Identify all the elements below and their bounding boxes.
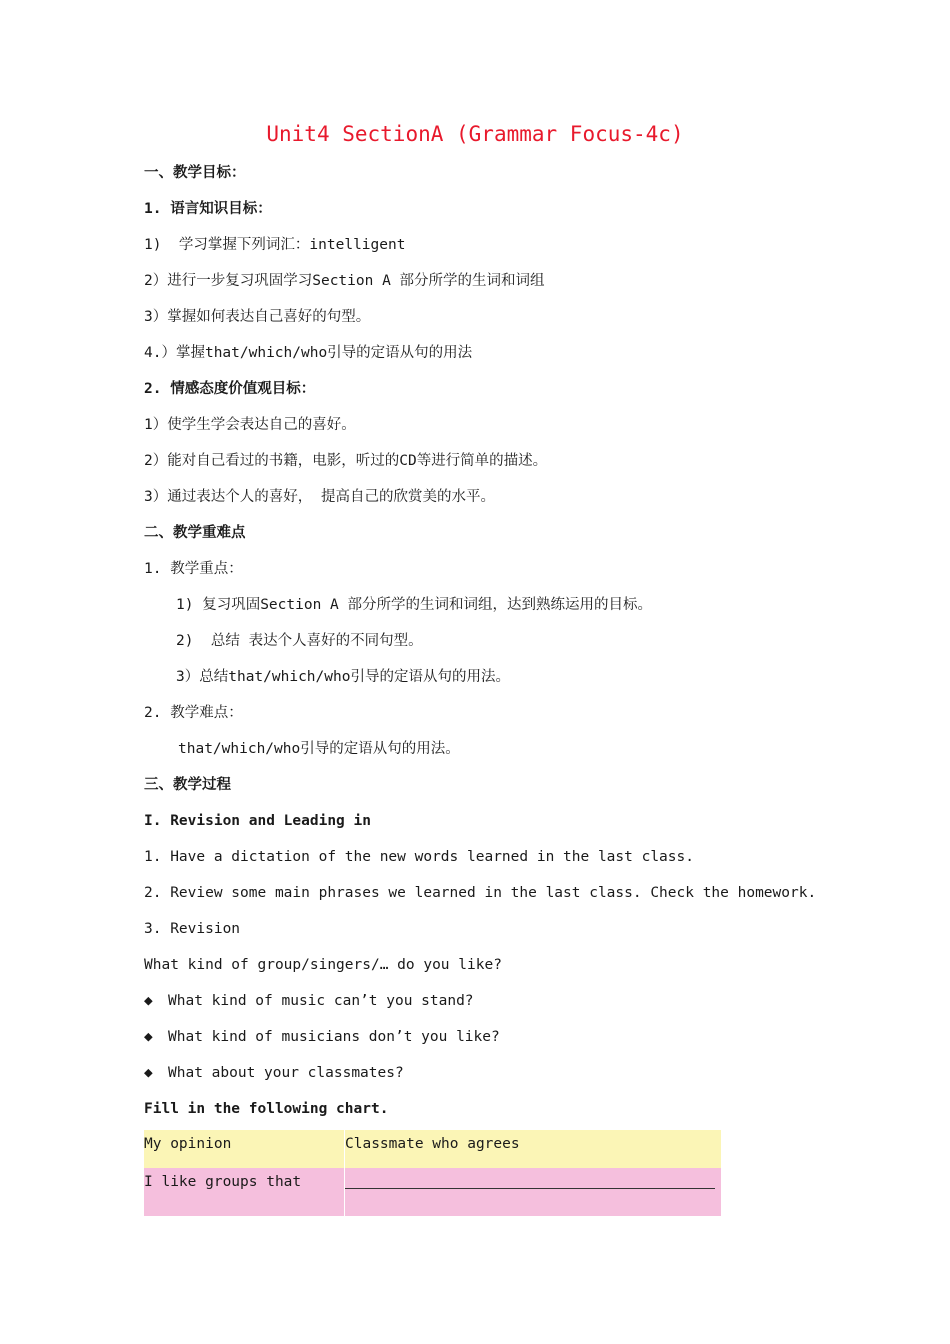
text-line: 3）总结that/which/who引导的定语从句的用法。 bbox=[176, 669, 510, 685]
text-line: 2) 总结 表达个人喜好的不同句型。 bbox=[176, 633, 423, 649]
diamond-bullet-icon: ◆ bbox=[144, 1065, 153, 1081]
table-header-cell: My opinion bbox=[144, 1130, 345, 1168]
page-title: Unit4 SectionA (Grammar Focus-4c) bbox=[266, 122, 684, 146]
subheading-attitude-values: 2. 情感态度价值观目标： bbox=[144, 381, 316, 397]
fill-in-blank-line bbox=[345, 1188, 715, 1189]
opinion-chart-table bbox=[144, 1130, 721, 1216]
table-header-cell: Classmate who agrees bbox=[345, 1130, 722, 1168]
subheading-revision: I. Revision and Leading in bbox=[144, 813, 371, 829]
bullet-text: What kind of music can’t you stand? bbox=[168, 993, 474, 1009]
diamond-bullet-icon: ◆ bbox=[144, 993, 153, 1009]
text-line: 1. Have a dictation of the new words learned in the last class. bbox=[144, 849, 694, 865]
text-line: 2）进行一步复习巩固学习Section A 部分所学的生词和词组 bbox=[144, 273, 545, 289]
bullet-text: What kind of musicians don’t you like? bbox=[168, 1029, 500, 1045]
text-line: 1) 复习巩固Section A 部分所学的生词和词组，达到熟练运用的目标。 bbox=[176, 597, 652, 613]
bullet-item bbox=[144, 1027, 500, 1047]
text-line: 3. Revision bbox=[144, 921, 241, 937]
text-line: 2）能对自己看过的书籍，电影，听过的CD等进行简单的描述。 bbox=[144, 453, 548, 469]
chart-instruction: Fill in the following chart. bbox=[144, 1101, 389, 1117]
text-line: 3）掌握如何表达自己喜好的句型。 bbox=[144, 309, 371, 325]
table-cell: I like groups that bbox=[144, 1168, 345, 1216]
text-line: 2. Review some main phrases we learned in the last class. Check the homework. bbox=[144, 885, 817, 901]
bullet-item bbox=[144, 991, 474, 1011]
section-heading-process: 三、教学过程 bbox=[144, 777, 231, 793]
text-line: What kind of group/singers/… do you like? bbox=[144, 957, 502, 973]
text-line: 2. 教学难点： bbox=[144, 705, 243, 721]
table-cell-blank bbox=[345, 1168, 722, 1216]
text-line: 1）使学生学会表达自己的喜好。 bbox=[144, 417, 356, 433]
section-heading-objectives: 一、教学目标： bbox=[144, 165, 246, 181]
subheading-language-knowledge: 1. 语言知识目标： bbox=[144, 201, 272, 217]
section-heading-key-points: 二、教学重难点 bbox=[144, 525, 246, 541]
text-line: 4.）掌握that/which/who引导的定语从句的用法 bbox=[144, 345, 473, 361]
bullet-item bbox=[144, 1063, 404, 1083]
diamond-bullet-icon: ◆ bbox=[144, 1029, 153, 1045]
text-line: 3）通过表达个人的喜好， 提高自己的欣赏美的水平。 bbox=[144, 489, 495, 505]
text-line: 1. 教学重点： bbox=[144, 561, 243, 577]
bullet-text: What about your classmates? bbox=[168, 1065, 404, 1081]
text-line: 1) 学习掌握下列词汇：intelligent bbox=[144, 237, 406, 253]
table-header-row bbox=[144, 1130, 721, 1168]
table-row bbox=[144, 1168, 721, 1216]
text-line: that/which/who引导的定语从句的用法。 bbox=[178, 741, 460, 757]
